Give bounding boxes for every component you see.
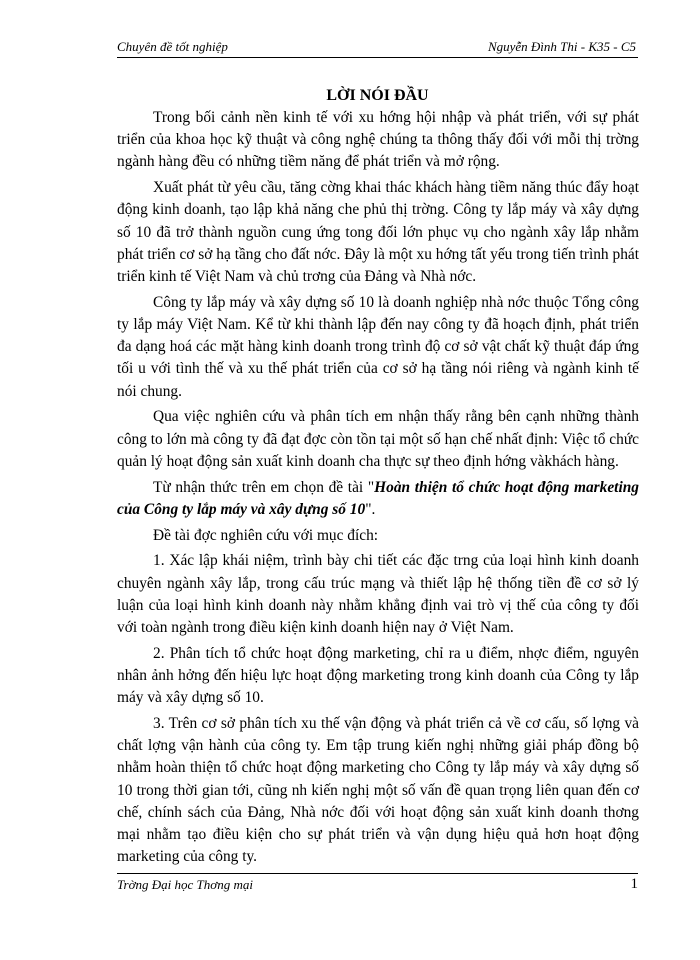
page-title: LỜI NÓI ĐẦU	[326, 87, 429, 104]
topic-intro: Từ nhận thức trên em chọn đề tài "	[153, 478, 375, 496]
paragraph: Công ty lắp máy và xây dựng số 10 là doanh nghiệp nhà nớc thuộc Tổng công ty lắp máy Việt Nam. Kể từ khi thành lập đến nay công ty đã hoạch định, phát triển đa dạng hoá các mặt hàng kinh doanh trong trình độ cơ sở vật chất kỹ thuật đáp ứng tối u với tình thế và xu thế phát triển của cơ sở hạ tầng nói riêng và ngành kinh tế nói chung.	[117, 293, 639, 400]
list-item: 3. Trên cơ sở phân tích xu thế vận động và phát triển cả về cơ cấu, số lợng và chất lợng vận hành của công ty. Em tập trung kiến nghị những giải pháp đồng bộ nhằm hoàn thiện tổ chức hoạt động marketing cho Công ty lắp máy và xây dựng số 10 trong thời gian tới, cũng nh kiến nghị một số vấn đề quan trọng liên quan đến cơ chế, chính sách của Đảng, Nhà nớc đối với hoạt động sản xuất kinh doanh thơng mại nhằm tạo điều kiện cho sự phát triển và vận dụng hiệu quả hơn hoạt động marketing của công ty.	[117, 715, 639, 866]
document-body	[117, 107, 639, 868]
page-footer	[117, 873, 638, 896]
page-header	[117, 36, 638, 58]
footer-university: Trờng Đại học Thơng mại	[117, 877, 253, 892]
topic-close: ".	[365, 500, 376, 518]
paragraph-topic	[117, 477, 639, 521]
list-item: 1. Xác lập khái niệm, trình bày chi tiết các đặc trng của loại hình kinh doanh chuyên ngành xây lắp, trong cấu trúc mạng và thiết lập hệ thống tiền đề cơ sở lý luận của loại hình kinh doanh này nhằm khẳng định vai trò vị thế của công ty đối với toàn ngành trong điều kiện kinh doanh hiện nay ở Việt Nam.	[117, 552, 639, 637]
header-topic: Chuyên đề tốt nghiệp	[117, 39, 228, 54]
page-number: 1	[630, 876, 638, 892]
list-item: 2. Phân tích tổ chức hoạt động marketing, chỉ ra u điểm, nhợc điểm, nguyên nhân ảnh hởng đến hiệu lực hoạt động marketing trong kinh doanh của Công ty lắp máy và xây dựng số 10.	[117, 644, 639, 707]
paragraph: Xuất phát từ yêu cầu, tăng cờng khai thác khách hàng tiềm năng thúc đẩy hoạt động kinh doanh, tạo lập khả năng che phủ thị trờng. Công ty lắp máy và xây dựng số 10 đã trở thành nguồn cung ứng tong đối lớn phục vụ cho ngành xây lắp nhằm phát triển cơ sở hạ tầng cho đất nớc. Đây là một xu hớng tất yếu trong tiến trình phát triển kinh tế Việt Nam và chủ trơng của Đảng và Nhà nớc.	[117, 179, 639, 286]
paragraph: Trong bối cảnh nền kinh tế với xu hớng hội nhập và phát triển, với sự phát triển của khoa học kỹ thuật và công nghệ chúng ta thông thấy đối với mỗi thị trờng ngành hàng đều có những tiềm năng để phát triển và mở rộng.	[117, 109, 639, 171]
header-author: Nguyễn Đình Thi - K35 - C5	[487, 39, 636, 54]
paragraph: Đề tài đợc nghiên cứu với mục đích:	[153, 526, 379, 544]
topic-title: Hoàn thiện tổ chức hoạt động marketing của Công ty lắp máy và xây dựng số 10	[117, 478, 639, 518]
paragraph: Qua việc nghiên cứu và phân tích em nhận thấy rằng bên cạnh những thành công to lớn mà công ty đã đạt đợc còn tồn tại một số hạn chế nhất định: Việc tổ chức quản lý hoạt động sản xuất kinh doanh cha thực sự theo định hớng vàkhách hàng.	[117, 408, 639, 470]
